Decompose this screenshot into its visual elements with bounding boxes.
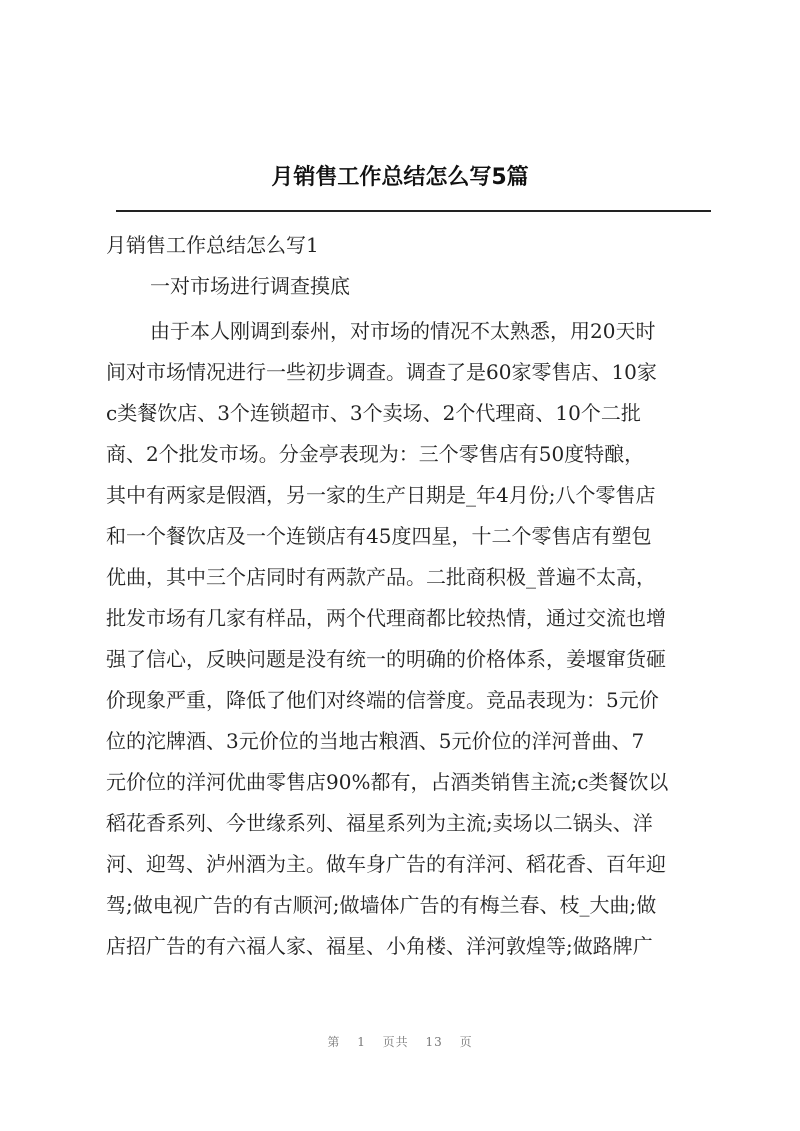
- body-line: 稻花香系列、今世缘系列、福星系列为主流;卖场以二锅头、洋: [106, 811, 653, 835]
- body-line: 和一个餐饮店及一个连锁店有45度四星，十二个零售店有塑包: [106, 524, 652, 548]
- body-line: 其中有两家是假酒，另一家的生产日期是_年4月份;八个零售店: [106, 483, 656, 507]
- page-footer: [0, 1033, 800, 1050]
- body-line: 优曲，其中三个店同时有两款产品。二批商积极_普遍不太高，: [106, 565, 656, 589]
- page-label-mid: 页共: [382, 1035, 409, 1049]
- body-line: 位的沱牌酒、3元价位的当地古粮酒、5元价位的洋河普曲、7: [106, 729, 645, 753]
- body-line: 河、迎驾、泸州酒为主。做车身广告的有洋河、稻花香、百年迎: [106, 852, 666, 876]
- section-heading: 月销售工作总结怎么写1: [106, 233, 319, 257]
- body-line: 驾;做电视广告的有古顺河;做墙体广告的有梅兰春、枝_大曲;做: [106, 893, 657, 917]
- body-line: 商、2个批发市场。分金亭表现为：三个零售店有50度特酿，: [106, 442, 645, 466]
- body-line: 由于本人刚调到泰州，对市场的情况不太熟悉，用20天时: [150, 319, 656, 343]
- body-line: 批发市场有几家有样品，两个代理商都比较热情，通过交流也增: [106, 606, 666, 630]
- body-line: 强了信心，反映问题是没有统一的明确的价格体系，姜堰窜货砸: [106, 647, 666, 671]
- page-label-prefix: 第: [327, 1035, 341, 1049]
- total-pages-number: 13: [425, 1035, 443, 1049]
- body-line: c类餐饮店、3个连锁超市、3个卖场、2个代理商、10个二批: [106, 401, 641, 425]
- body-line: 间对市场情况进行一些初步调查。调查了是60家零售店、10家: [106, 360, 657, 384]
- body-line: 元价位的洋河优曲零售店90%都有，占酒类销售主流;c类餐饮以: [106, 770, 669, 794]
- page-label-suffix: 页: [459, 1035, 473, 1049]
- sub-heading: 一对市场进行调查摸底: [150, 274, 350, 298]
- page-title: 月销售工作总结怎么写5篇: [271, 165, 529, 190]
- title-divider: [116, 210, 711, 212]
- body-text: [106, 311, 710, 967]
- body-line: 店招广告的有六福人家、福星、小角楼、洋河敦煌等;做路牌广: [106, 934, 653, 958]
- body-line: 价现象严重，降低了他们对终端的信誉度。竞品表现为：5元价: [106, 688, 659, 712]
- current-page-number: 1: [357, 1035, 366, 1049]
